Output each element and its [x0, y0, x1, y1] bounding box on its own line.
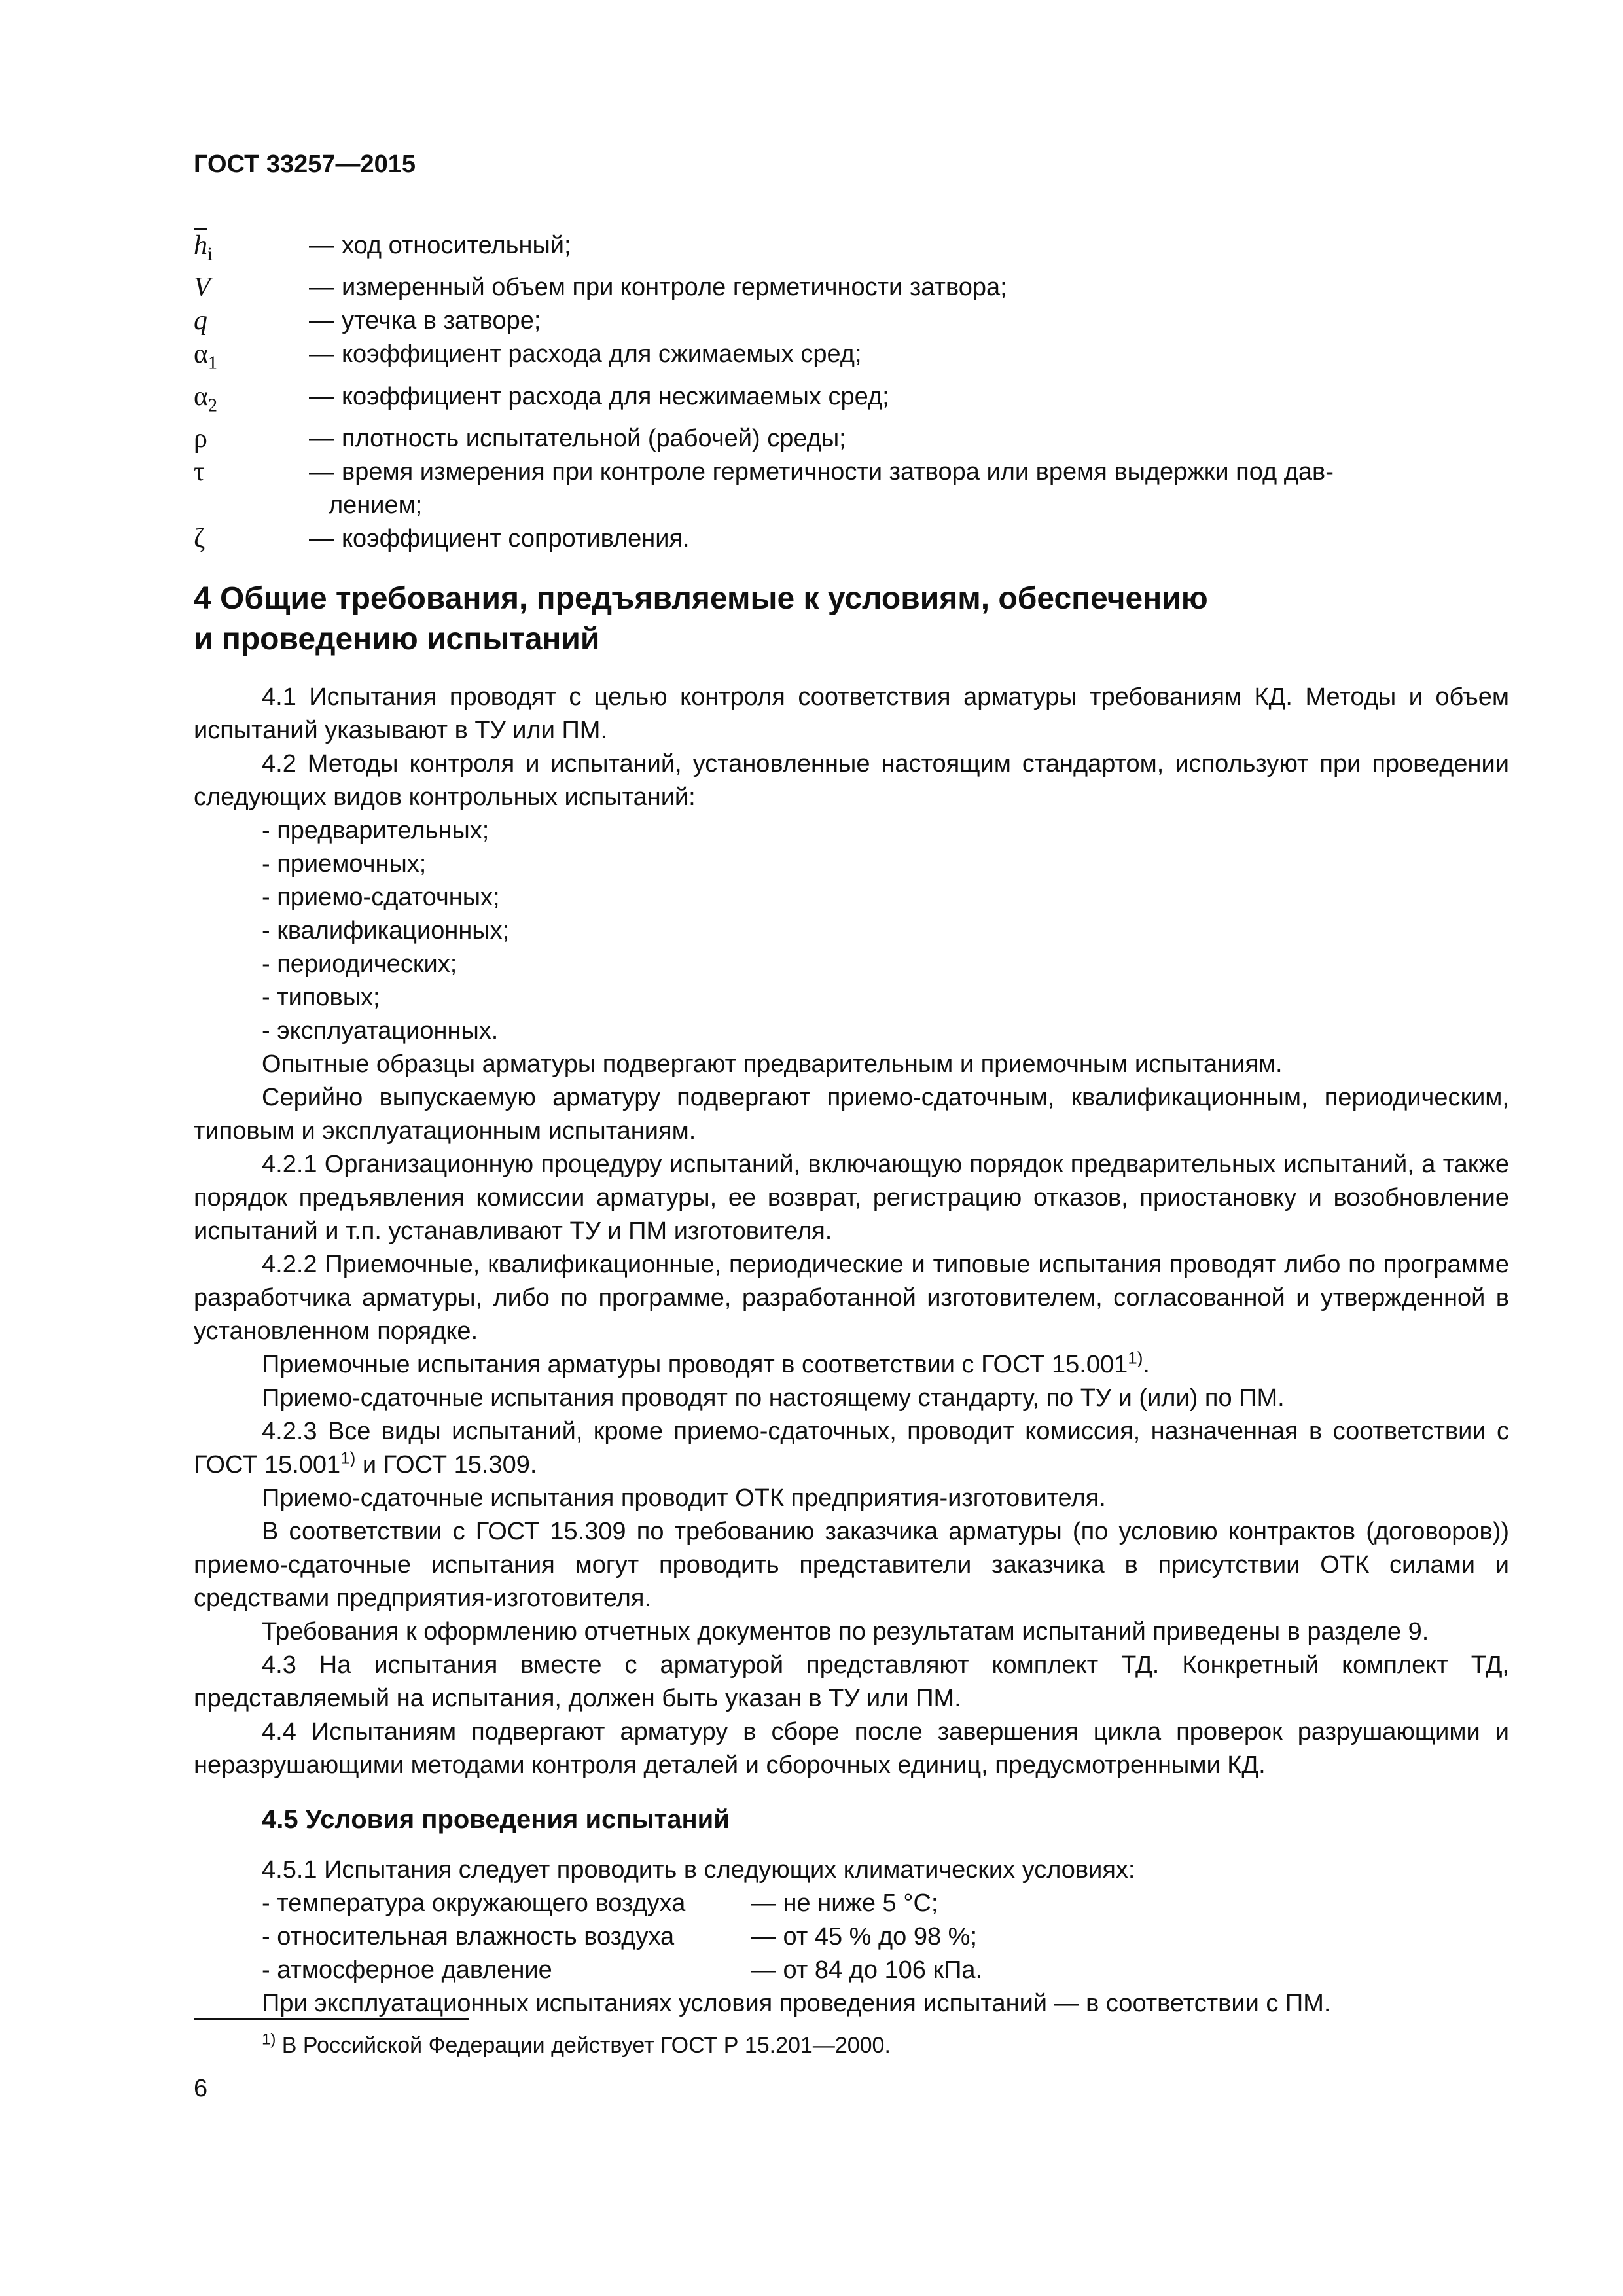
condition-value: — не ниже 5 °С; — [751, 1890, 938, 1917]
paragraph-operational: При эксплуатационных испытаниях условия проведения испытаний — в соответствии с ПМ. — [262, 1990, 1331, 2017]
symbol: q — [194, 306, 207, 336]
symbol: ζ — [194, 524, 205, 554]
symbol-definition: — коэффициент расхода для сжимаемых сред; — [309, 340, 862, 368]
section-4-title — [194, 579, 1437, 660]
definition-continuation: лением; — [329, 492, 423, 520]
paragraph-reports: Требования к оформлению отчетных документов по результатам испытаний приведены в разделе 9. — [262, 1618, 1429, 1645]
symbol-row — [194, 338, 1509, 380]
footnote-divider — [194, 2018, 469, 2020]
symbol-row — [194, 271, 1509, 304]
condition-row — [194, 1920, 1509, 1954]
symbol: ρ — [194, 423, 207, 454]
paragraph-acceptance: Приемочные испытания арматуры проводят в соответствии с ГОСТ 15.001$^{1)}$. — [262, 1348, 1150, 1378]
section-4-body — [194, 681, 1509, 2020]
list-item: - приемо-сдаточных; — [262, 884, 500, 911]
paragraph-otk: Приемо-сдаточные испытания проводит ОТК предприятия-изготовителя. — [262, 1484, 1106, 1512]
symbol-definition: — ход относительный; — [309, 232, 571, 259]
footnote: $^{1)}$ В Российской Федерации действует ГОСТ Р 15.201—2000. — [262, 2030, 891, 2058]
page-number: 6 — [194, 2075, 208, 2102]
list-item: - типовых; — [262, 984, 380, 1011]
condition-label: - температура окружающего воздуха — [262, 1890, 686, 1917]
list-item: - квалификационных; — [262, 917, 510, 944]
paragraph-4-3: 4.3 На испытания вместе с арматурой представляют комплект ТД. Конкретный комплект ТД, представляемый на испытания, должен быть указан в ТУ или ПМ. — [194, 1651, 1509, 1712]
condition-row — [194, 1887, 1509, 1920]
symbol-row — [194, 422, 1509, 456]
symbol-list — [194, 229, 1509, 556]
list-item: - предварительных; — [262, 817, 490, 844]
symbol: $\overline{h}_i$ — [194, 230, 213, 265]
symbol-row — [194, 456, 1509, 522]
symbol-row — [194, 304, 1509, 338]
symbol-definition: — плотность испытательной (рабочей) среды; — [309, 425, 846, 453]
list-item: - приемочных; — [262, 850, 427, 878]
paragraph-4-2-3: 4.2.3 Все виды испытаний, кроме приемо-сдаточных, проводит комиссия, назначенная в соответствии с ГОСТ 15.001$^{1)}$ и ГОСТ 15.309. — [194, 1418, 1509, 1479]
symbol-definition: — коэффициент расхода для несжимаемых сред; — [309, 382, 889, 410]
paragraph-4-2-1: 4.2.1 Организационную процедуру испытаний, включающую порядок предварительных испытаний, а также порядок предъявления комиссии арматуры, ее возврат, регистрацию отказов, приостановку и возобновление испытаний и т.п. устанавливают ТУ и ПМ изготовителя. — [194, 1151, 1509, 1245]
standard-header: ГОСТ 33257—2015 — [194, 151, 416, 178]
paragraph-prototypes: Опытные образцы арматуры подвергают предварительным и приемочным испытаниям. — [262, 1050, 1283, 1078]
symbol-row — [194, 380, 1509, 422]
condition-row — [194, 1954, 1509, 1987]
symbol: V — [194, 272, 211, 303]
symbol: $\alpha_2$ — [194, 381, 218, 416]
condition-value: — от 45 % до 98 %; — [751, 1923, 978, 1950]
paragraph-delivery: Приемо-сдаточные испытания проводят по настоящему стандарту, по ТУ и (или) по ПМ. — [262, 1384, 1285, 1412]
paragraph-4-4: 4.4 Испытаниям подвергают арматуру в сборе после завершения цикла проверок разрушающими и неразрушающими методами контроля деталей и сборочных единиц, предусмотренными КД. — [194, 1718, 1509, 1779]
symbol-definition: — утечка в затворе; — [309, 307, 541, 335]
paragraph-gost-15309: В соответствии с ГОСТ 15.309 по требованию заказчика арматуры (по условию контрактов (договоров)) приемо-сдаточные испытания могут проводить представители заказчика в присутствии ОТК силами и средствами предприятия-изготовителя. — [194, 1518, 1509, 1612]
symbol: τ — [194, 457, 205, 488]
list-item: - периодических; — [262, 950, 457, 978]
condition-label: - относительная влажность воздуха — [262, 1923, 675, 1950]
section-title-line: 4 Общие требования, предъявляемые к условиям, обеспечению — [194, 581, 1208, 616]
symbol-definition: — коэффициент сопротивления. — [309, 525, 690, 553]
paragraph-serial: Серийно выпускаемую арматуру подвергают приемо-сдаточным, квалификационным, периодическим, типовым и эксплуатационным испытаниям. — [194, 1084, 1509, 1145]
list-item: - эксплуатационных. — [262, 1017, 499, 1045]
symbol-definition: — время измерения при контроле герметичности затвора или время выдержки под дав- лением; — [309, 456, 1509, 522]
section-title-line: и проведению испытаний — [194, 622, 600, 656]
symbol-definition: — измеренный объем при контроле герметичности затвора; — [309, 274, 1007, 302]
condition-value: — от 84 до 106 кПа. — [751, 1956, 983, 1984]
condition-label: - атмосферное давление — [262, 1956, 552, 1984]
paragraph-4-2: 4.2 Методы контроля и испытаний, установленные настоящим стандартом, используют при проведении следующих видов контрольных испытаний: — [194, 750, 1509, 811]
subsection-4-5-title: 4.5 Условия проведения испытаний — [262, 1805, 730, 1834]
symbol: $\alpha_1$ — [194, 339, 218, 374]
symbol-row — [194, 229, 1509, 271]
paragraph-4-2-2: 4.2.2 Приемочные, квалификационные, периодические и типовые испытания проводят либо по программе разработчика арматуры, либо по программе, разработанной изготовителем, согласованной и утвержденной в установленном порядке. — [194, 1251, 1509, 1345]
paragraph-4-1: 4.1 Испытания проводят с целью контроля соответствия арматуры требованиям КД. Методы и объем испытаний указывают в ТУ или ПМ. — [194, 683, 1509, 744]
symbol-row — [194, 522, 1509, 556]
paragraph-4-5-1: 4.5.1 Испытания следует проводить в следующих климатических условиях: — [262, 1856, 1135, 1884]
